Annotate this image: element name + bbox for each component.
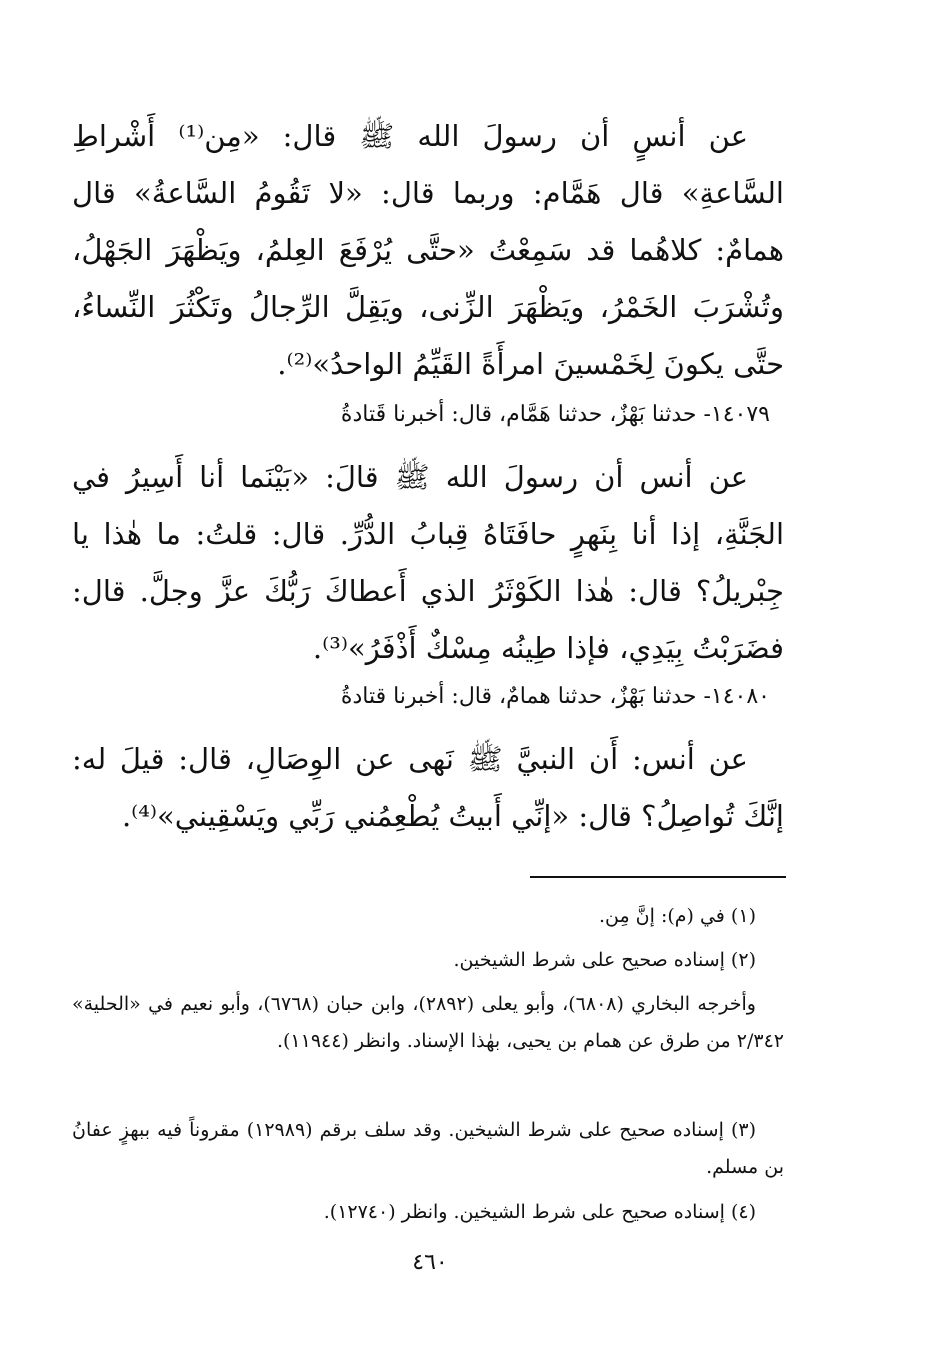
hadith-number-heading: ١٤٠٨٠- حدثنا بَهْزٌ، حدثنا همامٌ، قال: أخبرنا قتادةُ bbox=[340, 684, 770, 709]
hadith-text-paragraph: عن أنس أن رسولَ الله ﷺ قالَ: «بَيْنَما أنا أَسِيرُ في الجَنَّةِ، إذا أنا بِنَهرٍ حافَتَاهُ قِبابُ الدُّرِّ. قال: قلتُ: ما هٰذا يا جِبْريلُ؟ قال: هٰذا الكَوْثَرُ الذي أَعطاكَ رَبُّكَ عزَّ وجلَّ. قال: فضَرَبْتُ بِيَدِي، فإذا طِينُه مِسْكٌ أَذْفَرُ»⁽³⁾. bbox=[72, 460, 784, 665]
hadith-number-heading: ١٤٠٧٩- حدثنا بَهْزٌ، حدثنا هَمَّام، قال: أخبرنا قَتادةُ bbox=[340, 402, 770, 427]
footnote: (١) في (م): إنَّ مِن. bbox=[598, 905, 756, 927]
page-number: ٤٦٠ bbox=[412, 1250, 448, 1275]
footnote: (٢) إسناده صحيح على شرط الشيخين. bbox=[453, 949, 756, 971]
footnote-separator bbox=[530, 876, 786, 878]
footnote-continuation: وأخرجه البخاري (٦٨٠٨)، وأبو يعلى (٢٨٩٢)، وابن حبان (٦٧٦٨)، وأبو نعيم في «الحلية» ٢/٣٤٢ من طرق عن همام بن يحيى، بهٰذا الإسناد. وانظر (١١٩٤٤). bbox=[72, 993, 784, 1052]
footnote: (٣) إسناده صحيح على شرط الشيخين. وقد سلف برقم (١٢٩٨٩) مقروناً فيه ببهزٍ عفانُ بن مسلم. bbox=[72, 1119, 784, 1178]
footnote: (٤) إسناده صحيح على شرط الشيخين. وانظر (١٢٧٤٠). bbox=[323, 1201, 756, 1223]
hadith-text-paragraph: عن أنس: أَن النبيَّ ﷺ نَهى عن الوِصَالِ، قال: قيلَ له: إنَّكَ تُواصِلُ؟ قال: «إنِّي أَبيتُ يُطْعِمُني رَبِّي ويَسْقِيني»⁽⁴⁾. bbox=[72, 742, 784, 833]
hadith-text-paragraph: عن أنسٍ أن رسولَ الله ﷺ قال: «مِن⁽¹⁾ أَشْراطِ السَّاعةِ» قال هَمَّام: وربما قال: «لا تَقُومُ السَّاعةُ» قال همامٌ: كلاهُما قد سَمِعْتُ «حتَّى يُرْفَعَ العِلمُ، ويَظْهَرَ الجَهْلُ، وتُشْرَبَ الخَمْرُ، ويَظْهَرَ الزِّنى، ويَقِلَّ الرِّجالُ وتَكْثُرَ النِّساءُ، حتَّى يكونَ لِخَمْسينَ امرأَةً القَيِّمُ الواحدُ»⁽²⁾. bbox=[72, 119, 784, 381]
